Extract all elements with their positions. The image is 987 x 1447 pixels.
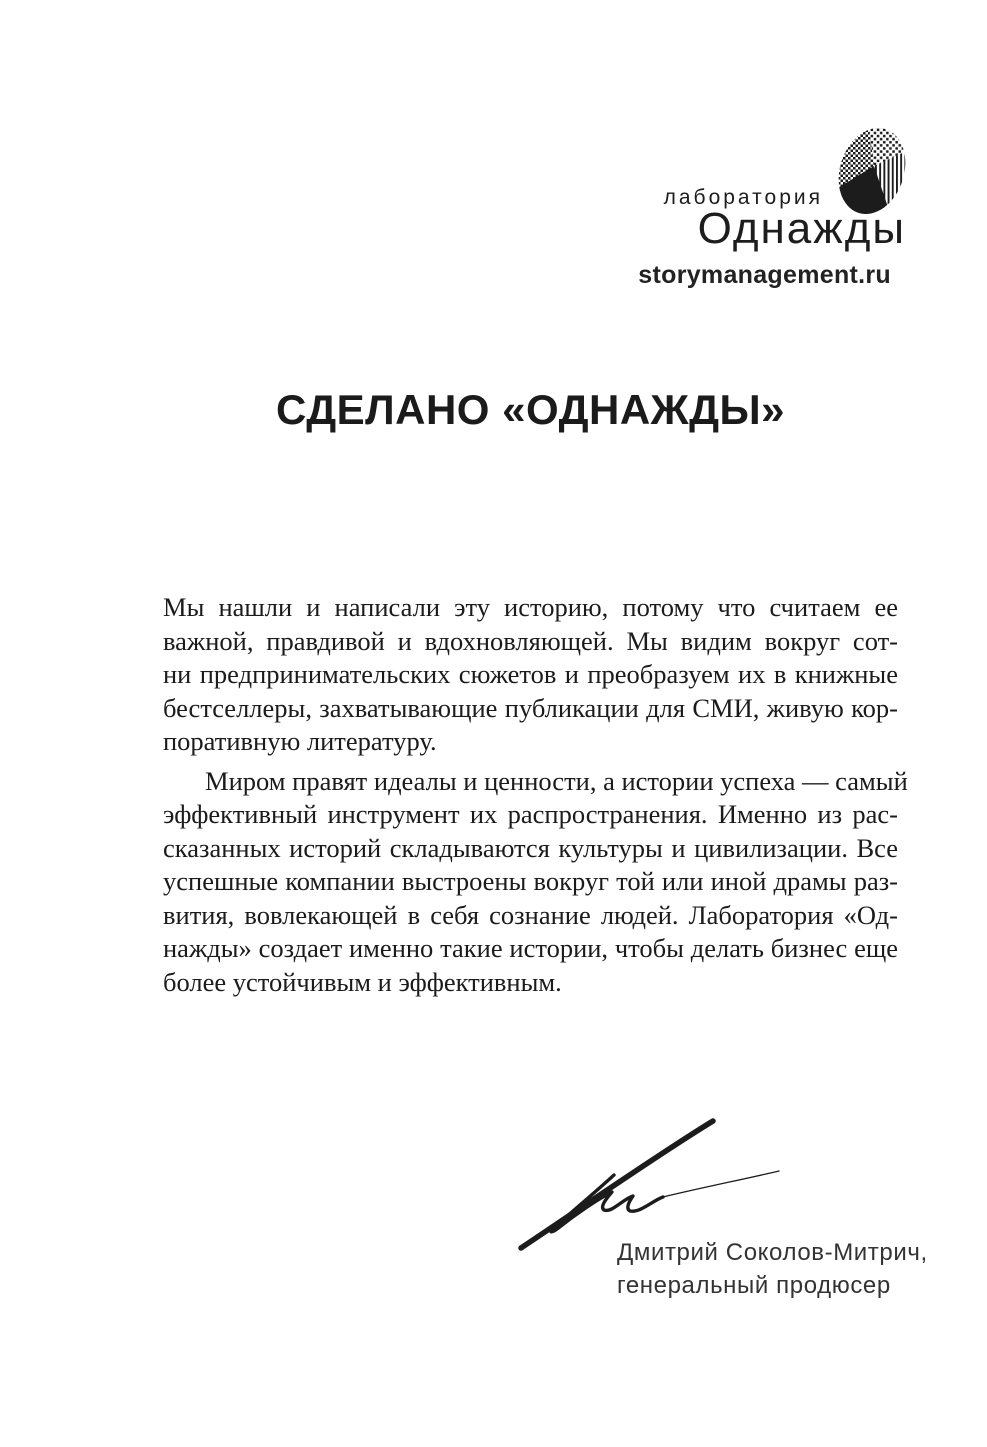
paragraph-1 bbox=[163, 591, 898, 759]
text-line: бестселлеры, захватывающие публикации для СМИ, живую кор- bbox=[163, 692, 898, 723]
logo-brand-name: Однажды bbox=[697, 204, 906, 253]
logo-lab-label: лаборатория bbox=[663, 186, 823, 209]
logo-website-url: storymanagement.ru bbox=[638, 261, 891, 289]
text-line: важной, правдивой и вдохновляющей. Мы видим вокруг сот- bbox=[163, 625, 898, 656]
body-text bbox=[163, 591, 908, 999]
text-line: сказанных историй складываются культуры и цивилизации. Все bbox=[163, 832, 898, 863]
signatory-role: генеральный продюсер bbox=[617, 1272, 891, 1299]
text-line: нажды» создает именно такие истории, чтобы делать бизнес еще bbox=[163, 933, 898, 963]
paragraph-2 bbox=[163, 765, 908, 1000]
text-line: Мы нашли и написали эту историю, потому что считаем ее bbox=[163, 592, 898, 622]
text-line: более устойчивым и эффективным. bbox=[163, 966, 562, 997]
text-line: ни предпринимательских сюжетов и преобразуем их в книжные bbox=[163, 659, 898, 689]
page-title: СДЕЛАНО «ОДНАЖДЫ» bbox=[275, 386, 786, 433]
text-line: успешные компании выстроены вокруг той или иной драмы раз- bbox=[163, 866, 898, 896]
text-line: Миром правят идеалы и ценности, а истории успеха — самый bbox=[205, 765, 908, 796]
text-line: поративную литературу. bbox=[163, 726, 437, 756]
text-line: эффективный инструмент их распространения. Именно из рас- bbox=[163, 799, 898, 829]
text-line: вития, вовлекающей в себя сознание людей. Лаборатория «Од- bbox=[163, 899, 898, 930]
signatory-name: Дмитрий Соколов-Митрич, bbox=[617, 1239, 928, 1266]
signatory-block bbox=[617, 1236, 928, 1302]
